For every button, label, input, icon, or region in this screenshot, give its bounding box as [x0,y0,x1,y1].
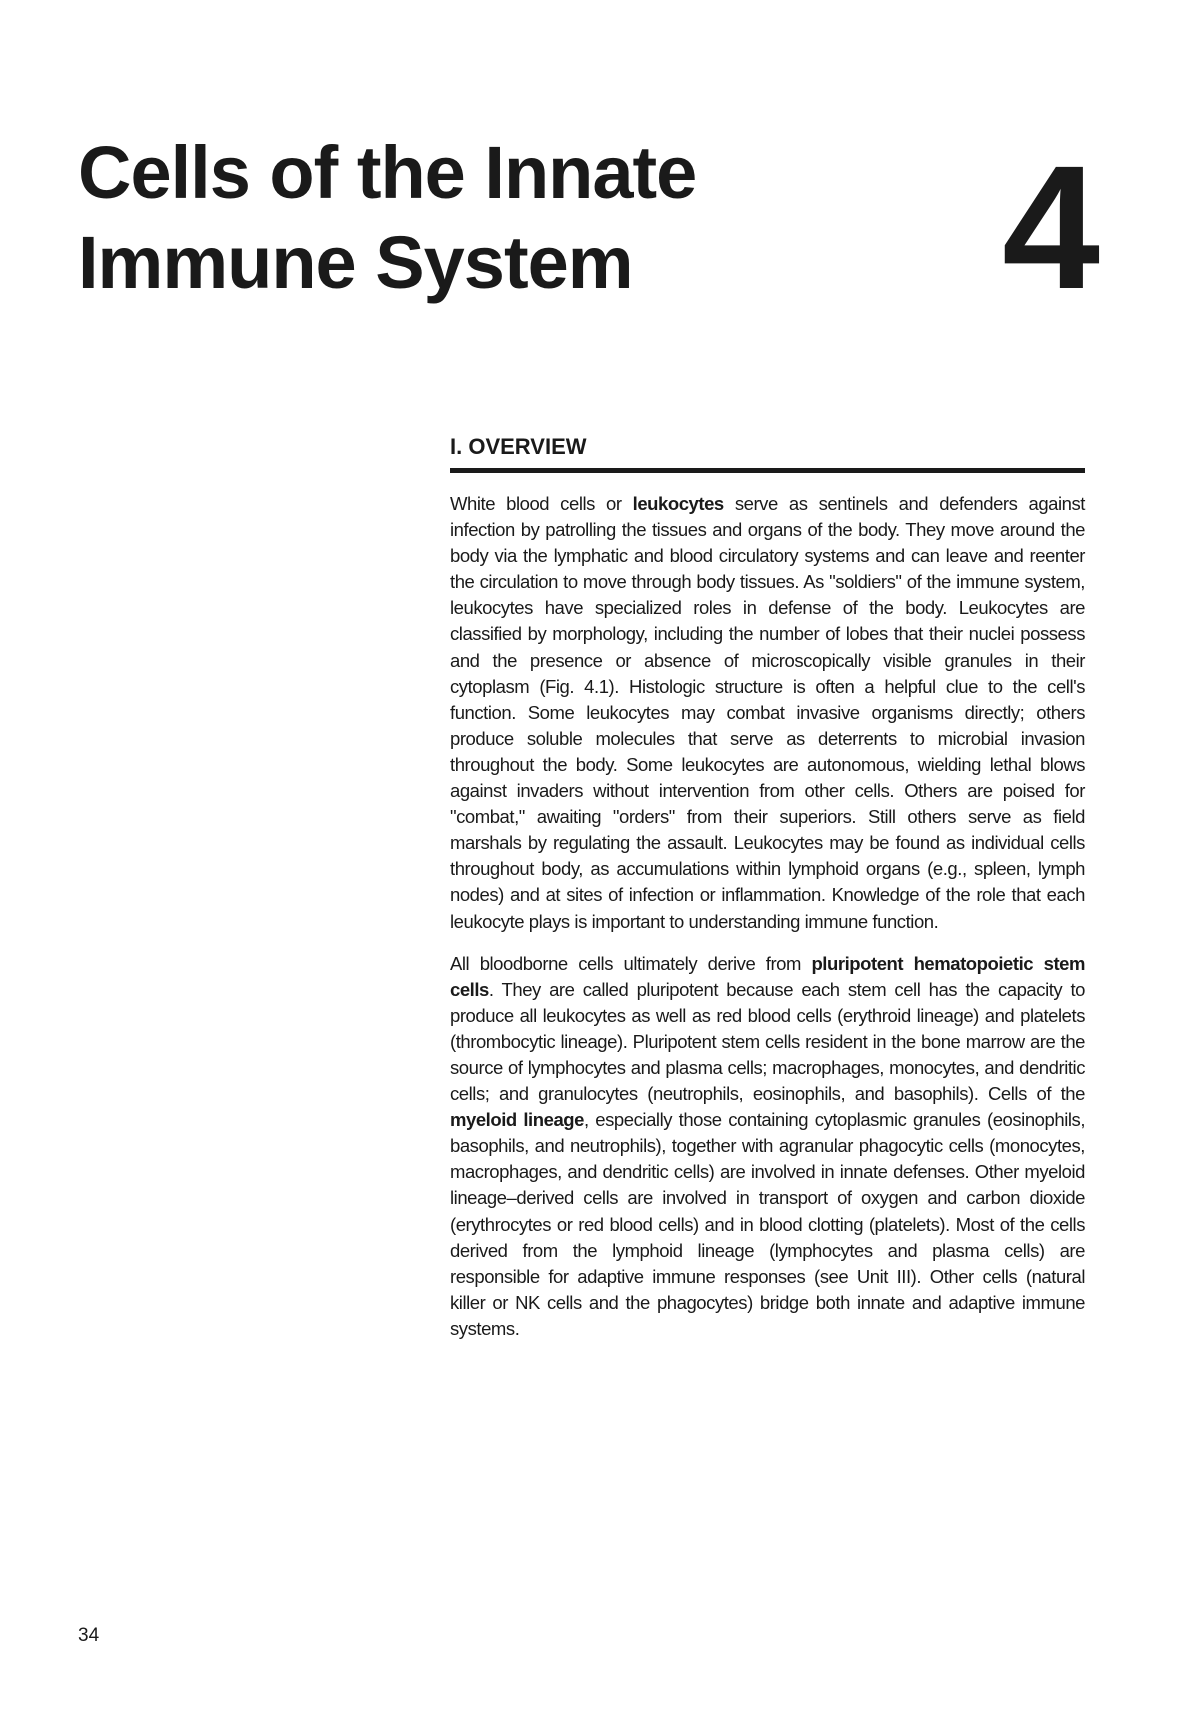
paragraph-text: , especially those containing cytoplasmic granules (eosinophils, basophils, and neutrophils), together with agranular phagocytic cells (monocytes, macrophages, and dendritic cells) are involved in innate defenses. Other myeloid lineage–derived cells are involved in transport of oxygen and carbon dioxide (erythrocytes or red blood cells) and in blood clotting (platelets). Most of the cells derived from the lymphoid lineage (lymphocytes and plasma cells) are responsible for adaptive immune responses (see Unit III). Other cells (natural killer or NK cells and the phagocytes) bridge both innate and adaptive immune systems. [450,1109,1086,1339]
overview-paragraph-1 [450,491,1085,935]
paragraph-text: All bloodborne cells ultimately derive from [450,952,812,974]
overview-paragraph-2 [450,951,1085,1342]
key-term-stem-cells: pluripotent hematopoietic stem cells [450,952,1085,1000]
section-heading: I. OVERVIEW [450,432,1085,473]
paragraph-text: White blood cells or [450,493,633,514]
chapter-title-line-1: Cells of the Innate [78,131,697,214]
chapter-title-line-2: Immune System [78,221,633,304]
key-term-myeloid-lineage: myeloid lineage [450,1109,584,1131]
key-term-leukocytes: leukocytes [632,493,724,514]
paragraph-text: . They are called pluripotent because each stem cell has the capacity to produce all leukocytes as well as red blood cells (erythroid lineage) and platelets (thrombocytic lineage). Pluripotent stem cells resident in the bone marrow are the source of lymphocytes and plasma cells; macrophages, monocytes, and dendritic cells; and granulocytes (neutrophils, eosinophils, and basophils). Cells of the [450,978,1085,1105]
chapter-title [78,128,838,308]
chapter-number: 4 [1002,130,1100,326]
page-number: 34 [78,1625,100,1646]
overview-section [450,432,1085,1342]
paragraph-text: serve as sentinels and defenders against infection by patrolling the tissues and organs of the body. They move around the body via the lymphatic and blood circulatory systems and can leave and reenter the circulation to move through body tissues. As "soldiers" of the immune system, leukocytes have specialized roles in defense of the body. Leukocytes are classified by morphology, including the number of lobes that their nuclei possess and the presence or absence of microscopically visible granules in their cytoplasm (Fig. 4.1). Histologic structure is often a helpful clue to the cell's function. Some leukocytes may combat invasive organisms directly; others produce soluble molecules that serve as deterrents to microbial invasion throughout the body. Some leukocytes are autonomous, wielding lethal blows against invaders without intervention from other cells. Others are poised for "combat," awaiting "orders" from their superiors. Still others serve as field marshals by regulating the assault. Leukocytes may be found as individual cells throughout body, as accumulations within lymphoid organs (e.g., spleen, lymph nodes) and at sites of infection or inflammation. Knowledge of the role that each leukocyte plays is important to understanding immune function. [450,493,1085,932]
